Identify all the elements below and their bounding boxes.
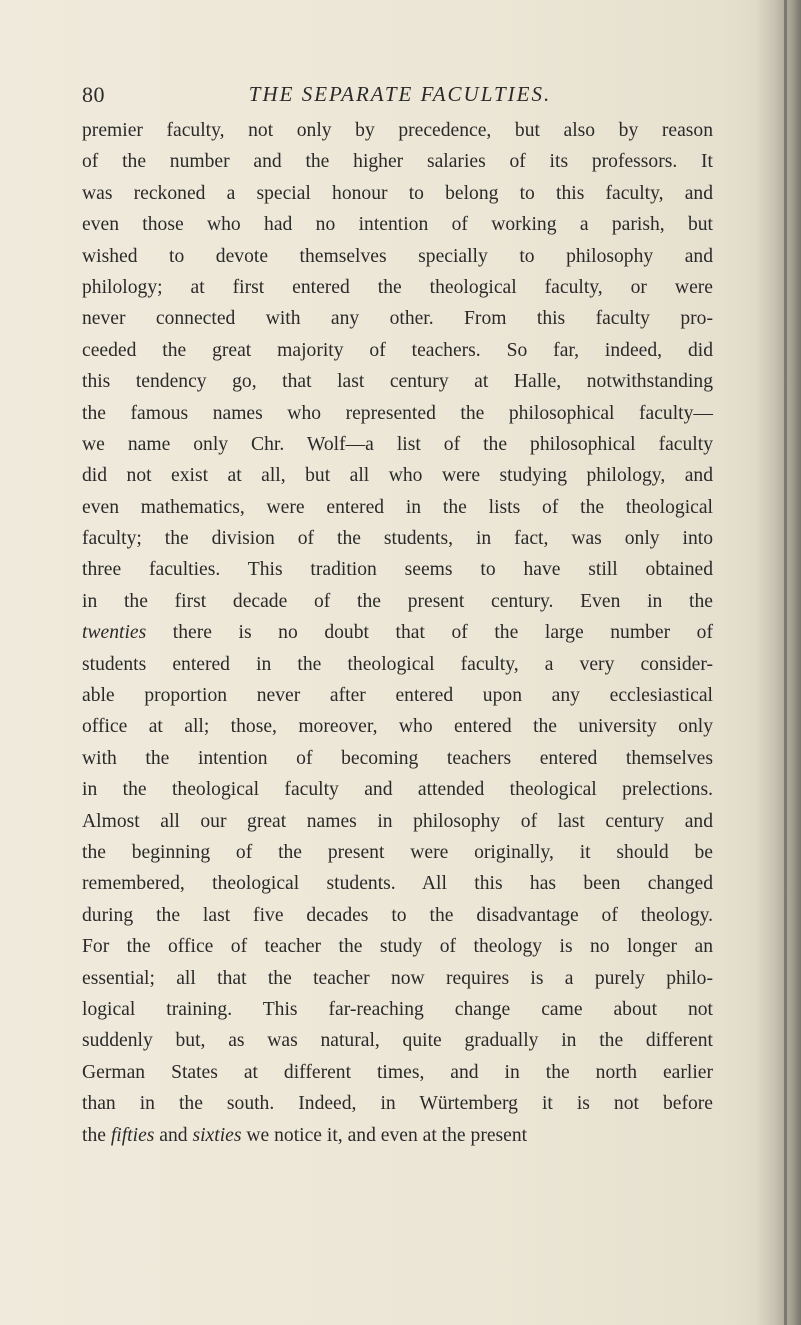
body-text: [82, 115, 713, 1151]
text-line: during the last five decades to the disadvantage of theology.: [82, 904, 713, 926]
text-line: Almost all our great names in philosophy of last century and: [82, 810, 713, 832]
text-line: logical training. This far-reaching change came about not: [82, 998, 713, 1020]
text-line: three faculties. This tradition seems to have still obtained: [82, 559, 713, 581]
text-line: [82, 1120, 713, 1151]
text-line: ceeded the great majority of teachers. So far, indeed, did: [82, 339, 713, 361]
page-number: 80: [82, 82, 105, 107]
text-line: even those who had no intention of working a parish, but: [82, 214, 713, 236]
text-segment: there is no doubt that of the large number of: [146, 622, 713, 644]
running-head: THE SEPARATE FACULTIES.: [248, 82, 552, 106]
text-line: the beginning of the present were originally, it should be: [82, 841, 713, 863]
text-line: did not exist at all, but all who were studying philology, and: [82, 465, 713, 487]
text-line: faculty; the division of the students, in fact, was only into: [82, 528, 713, 550]
text-segment: the: [82, 1124, 111, 1146]
italic-term: twenties: [82, 622, 147, 644]
text-line: we name only Chr. Wolf—a list of the philosophical faculty: [82, 433, 713, 455]
italic-term: sixties: [192, 1124, 242, 1146]
text-line: students entered in the theological faculty, a very consider-: [82, 653, 713, 675]
text-line: For the office of teacher the study of theology is no longer an: [82, 936, 713, 958]
text-line: this tendency go, that last century at Halle, notwithstanding: [82, 371, 713, 393]
text-line: even mathematics, were entered in the lists of the theological: [82, 496, 713, 518]
text-line: remembered, theological students. All this has been changed: [82, 873, 713, 895]
text-line: the famous names who represented the philosophical faculty—: [82, 402, 713, 424]
text-line: office at all; those, moreover, who entered the university only: [82, 716, 713, 738]
text-line: essential; all that the teacher now requires is a purely philo-: [82, 967, 713, 989]
text-segment: we notice it, and even at the present: [241, 1124, 528, 1146]
text-line: in the first decade of the present century. Even in the: [82, 590, 713, 612]
text-line: able proportion never after entered upon any ecclesiastical: [82, 685, 713, 707]
text-line: philology; at first entered the theological faculty, or were: [82, 276, 713, 298]
text-line: in the theological faculty and attended theological prelections.: [82, 779, 713, 801]
italic-term: fifties: [110, 1124, 155, 1146]
text-line: was reckoned a special honour to belong to this faculty, and: [82, 182, 713, 204]
text-line: wished to devote themselves specially to philosophy and: [82, 245, 713, 267]
text-line: [82, 617, 713, 648]
text-segment: and: [154, 1124, 193, 1146]
text-line: of the number and the higher salaries of its professors. It: [82, 151, 713, 173]
binding-edge-line: [784, 0, 787, 1325]
text-line: never connected with any other. From this faculty pro-: [82, 308, 713, 330]
text-line: with the intention of becoming teachers entered themselves: [82, 747, 713, 769]
text-line: than in the south. Indeed, in Würtemberg it is not before: [82, 1093, 713, 1115]
text-line: premier faculty, not only by precedence, but also by reason: [82, 120, 713, 141]
text-line: suddenly but, as was natural, quite gradually in the different: [82, 1030, 713, 1052]
page-edge-shadow: [755, 0, 801, 1325]
text-line: German States at different times, and in the north earlier: [82, 1061, 713, 1083]
